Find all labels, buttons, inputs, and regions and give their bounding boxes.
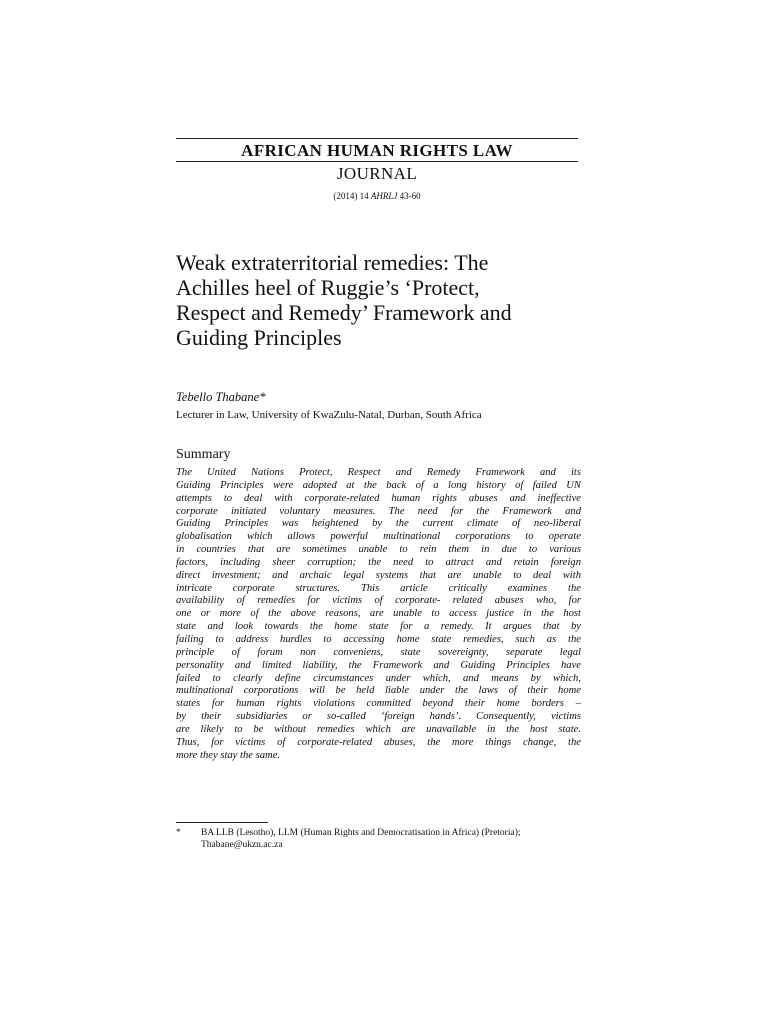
summary-line: in countries that are sometimes unable to rein them in due to various bbox=[176, 544, 581, 556]
summary-line: Guiding Principles were adopted at the back of a long history of failed UN bbox=[176, 479, 581, 491]
summary-line: factors, including sheer corruption; the need to attract and retain foreign bbox=[176, 556, 581, 568]
footnote-email: Thabane@ukzn.ac.za bbox=[201, 840, 283, 850]
author-name: Tebello Thabane* bbox=[176, 390, 266, 404]
summary-line: one or more of the above reasons, are unable to access justice in the host bbox=[176, 608, 581, 620]
summary-line: multinational corporations will be held liable under the laws of their home bbox=[176, 685, 581, 697]
summary-line: by their subsidiaries or so-called ‘foreign hands’. Consequently, victims bbox=[176, 711, 581, 723]
summary-line: The United Nations Protect, Respect and Remedy Framework and its bbox=[176, 467, 581, 478]
summary-heading: Summary bbox=[176, 447, 231, 462]
summary-line: Guiding Principles was heightened by the current climate of neo-liberal bbox=[176, 518, 581, 530]
summary-line: availability of remedies for victims of corporate- related abuses who, for bbox=[176, 595, 581, 607]
article-title-line: Weak extraterritorial remedies: The bbox=[176, 250, 489, 275]
summary-line: more they stay the same. bbox=[176, 749, 281, 761]
citation bbox=[176, 190, 578, 202]
article-title-line: Respect and Remedy’ Framework and bbox=[176, 300, 512, 325]
summary-line: are likely to be without remedies which are unavailable in the host state. bbox=[176, 723, 581, 735]
summary-line: failed to clearly define circumstances under which, and means by which, bbox=[176, 672, 581, 684]
summary-line: failing to address hurdles to accessing home state remedies, such as the bbox=[176, 633, 581, 645]
footnote-line: BA LLB (Lesotho), LLM (Human Rights and Democratisation in Africa) (Pretoria); bbox=[201, 828, 521, 838]
summary-line: corporate initiated voluntary measures. The need for the Framework and bbox=[176, 505, 581, 517]
summary-line: Thus, for victims of corporate-related abuses, the more things change, the bbox=[176, 736, 581, 748]
header-middle-rule bbox=[176, 161, 578, 162]
article-title-line: Achilles heel of Ruggie’s ‘Protect, bbox=[176, 275, 480, 300]
summary-body bbox=[176, 467, 581, 762]
summary-line: principle of forum non conveniens, state sovereignty, separate legal bbox=[176, 646, 581, 658]
summary-line: personality and limited liability, the Framework and Guiding Principles have bbox=[176, 659, 581, 671]
summary-line: state and look towards the home state for a remedy. It argues that by bbox=[176, 621, 581, 633]
summary-line: states for human rights violations committed beyond their home borders – bbox=[176, 698, 581, 710]
citation-pages: 43-60 bbox=[397, 191, 421, 201]
citation-prefix: (2014) 14 bbox=[333, 191, 371, 201]
summary-line: globalisation which allows powerful multinational corporations to operate bbox=[176, 531, 581, 543]
summary-line: direct investment; and archaic legal systems that are unable to deal with bbox=[176, 569, 581, 581]
footnote-mark: * bbox=[176, 828, 181, 838]
journal-title-line1: AFRICAN HUMAN RIGHTS LAW bbox=[241, 141, 513, 160]
footnote-rule bbox=[176, 822, 268, 823]
footnote-text bbox=[201, 827, 521, 851]
header-top-rule bbox=[176, 138, 578, 139]
article-title bbox=[176, 250, 578, 350]
article-title-line: Guiding Principles bbox=[176, 325, 342, 350]
citation-abbrev: AHRLJ bbox=[370, 191, 398, 201]
author-affiliation: Lecturer in Law, University of KwaZulu-Natal, Durban, South Africa bbox=[176, 409, 482, 421]
journal-title-line2: JOURNAL bbox=[336, 164, 418, 183]
summary-line: attempts to deal with corporate-related human rights abuses and ineffective bbox=[176, 492, 581, 504]
summary-line: intricate corporate structures. This article critically examines the bbox=[176, 582, 581, 594]
